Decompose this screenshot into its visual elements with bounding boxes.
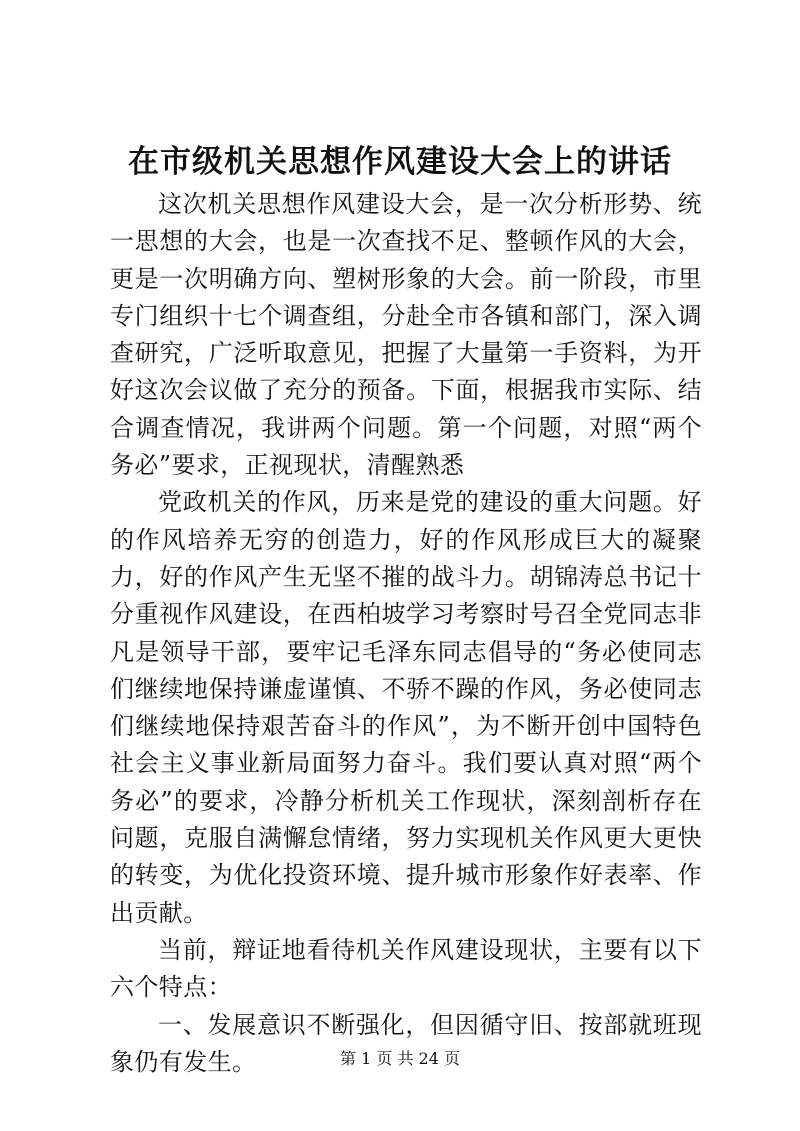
document-body [110,186,702,1081]
paragraph-4: 一、发展意识不断强化，但因循守旧、按部就班现象仍有发生。 [110,1010,702,1076]
document-title: 在市级机关思想作风建设大会上的讲话 [128,144,672,180]
paragraph-1: 这次机关思想作风建设大会，是一次分析形势、统一思想的大会，也是一次查找不足、整顿作风的大会，更是一次明确方向、塑树形象的大会。前一阶段，市里专门组织十七个调查组，分赴全市各镇和部门，深入调查研究，广泛听取意见，把握了大量第一手资料，为开好这次会议做了充分的预备。下面，根据我市实际、结合调查情况，我讲两个问题。第一个问题，对照“两个务必”要求，正视现状，清醒熟悉 [110,190,702,480]
paragraph-3: 当前，辩证地看待机关作风建设现状，主要有以下六个特点： [110,935,702,1002]
paragraph-2: 党政机关的作风，历来是党的建设的重大问题。好的作风培养无穷的创造力，好的作风形成巨大的凝聚力，好的作风产生无坚不摧的战斗力。胡锦涛总书记十分重视作风建设，在西柏坡学习考察时号召全党同志非凡是领导干部，要牢记毛泽东同志倡导的“务必使同志们继续地保持谦虚谨慎、不骄不躁的作风，务必使同志们继续地保持艰苦奋斗的作风”，为不断开创中国特色社会主义事业新局面努力奋斗。我们要认真对照“两个务必”的要求，冷静分析机关工作现状，深刻剖析存在问题，克服自满懈怠情绪，努力实现机关作风更大更快的转变，为优化投资环境、提升城市形象作好表率、作出贡献。 [110,488,702,927]
page-footer: 第 1 页 共 24 页 [340,1049,460,1068]
